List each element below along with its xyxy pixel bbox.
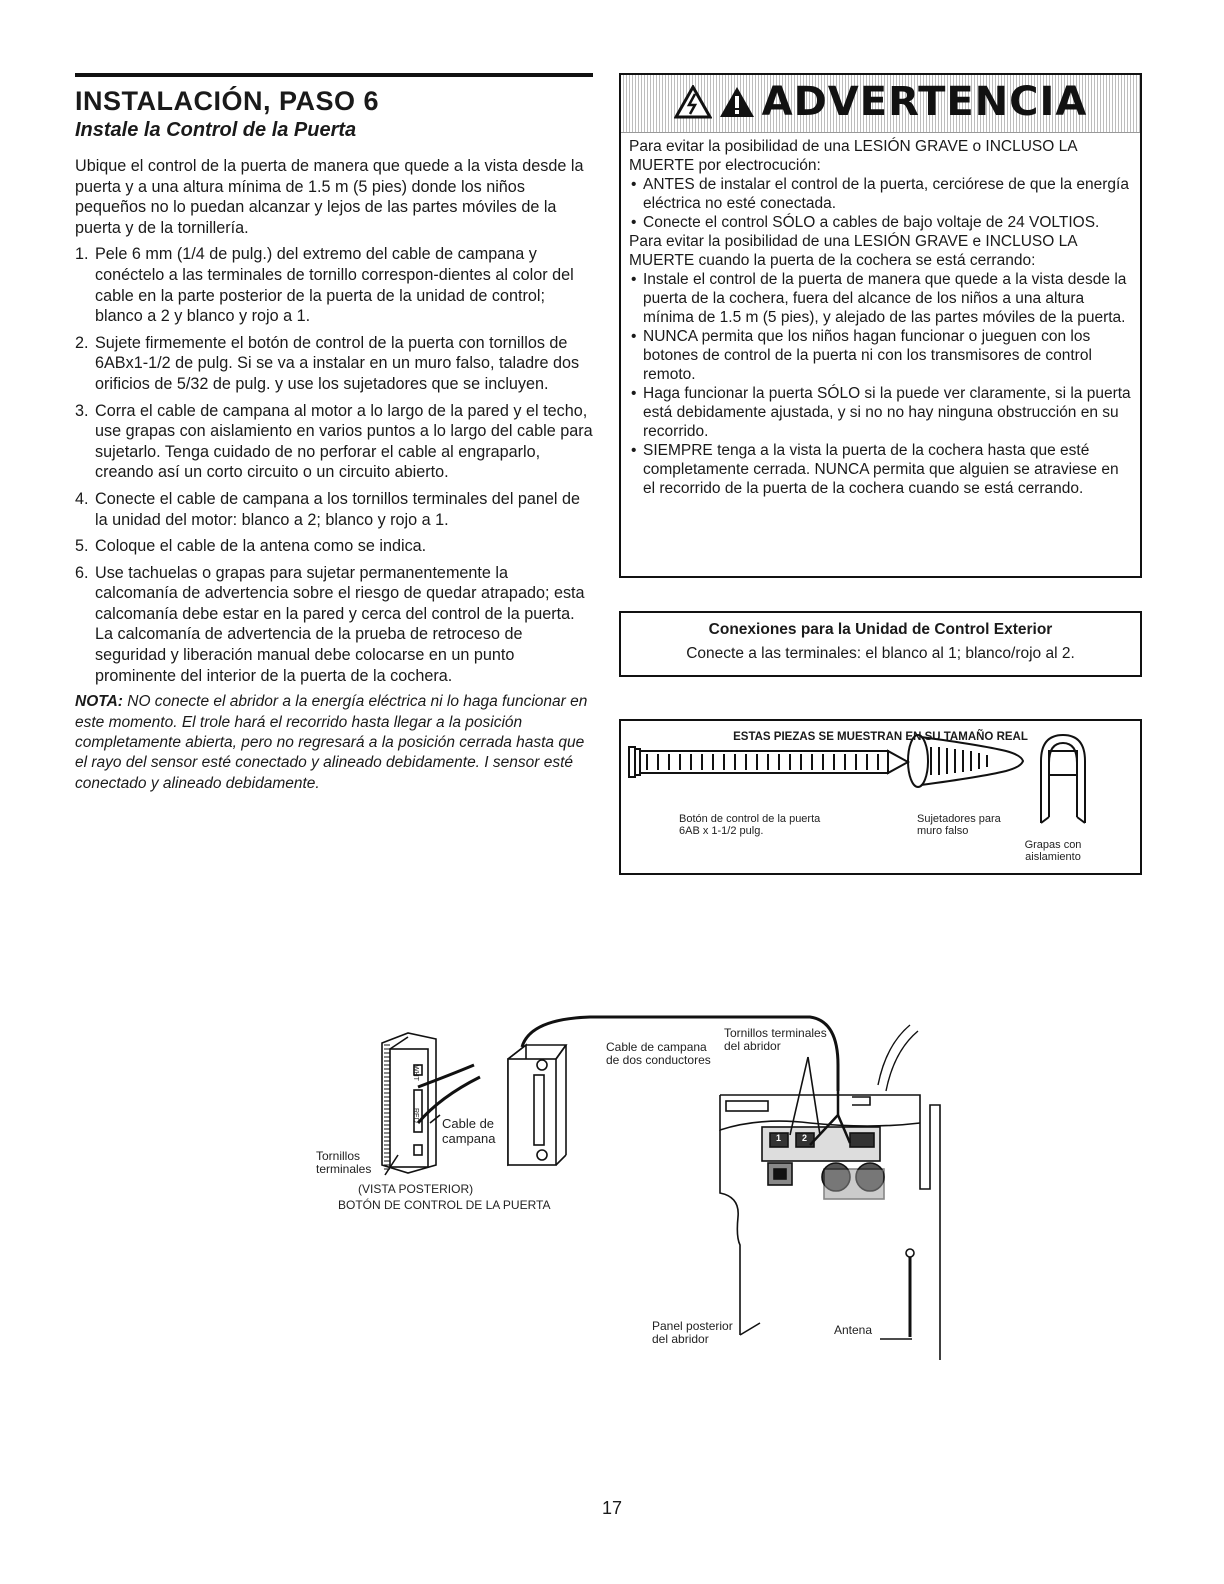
page-subtitle: Instale la Control de la Puerta — [75, 119, 357, 141]
label-line: del abridor — [652, 1332, 709, 1346]
connections-title: Conexiones para la Unidad de Control Exterior — [708, 621, 1053, 638]
warning-box — [619, 73, 1142, 578]
warning-title: ADVERTENCIA — [761, 79, 1088, 125]
electric-warning-icon — [674, 83, 712, 129]
page-title: INSTALACIÓN, PASO 6 — [75, 86, 380, 116]
step-text: Sujete firmemente el botón de control de la puerta con tornillos de 6ABx1-1/2 de pulg. Si se va a instalar en un muro falso, taladre dos orificios de 5/32 de pulg. y use los sujetadores que se incluyen. — [95, 333, 580, 393]
step-item — [75, 489, 595, 530]
label-line: Tornillos terminales — [724, 1026, 827, 1040]
opener-back-panel — [720, 1095, 940, 1360]
screw-label-line: Botón de control de la puerta — [679, 813, 821, 825]
outdoor-connections-box — [619, 611, 1142, 677]
intro-paragraph: Ubique el control de la puerta de manera que quede a la vista desde la puerta y a una altura mínima de 1.5 m (5 pies) donde los niños pequeños no lo puedan alcanzar y lejos de las partes móviles de la puerta y de la tornillería. — [75, 157, 584, 237]
page-number: 17 — [601, 1498, 623, 1518]
screw-label — [679, 813, 820, 837]
step-item — [75, 244, 595, 326]
bell-wire-label — [442, 1116, 495, 1146]
note-paragraph — [75, 692, 595, 794]
warning-list-item: • SIEMPRE tenga a la vista la puerta de la cochera hasta que esté completamente cerrada. NUNCA permita que alguien se atraviese en el recorrido de la puerta de la cochera cuando se está cerrando. — [629, 441, 1132, 498]
step-text: Use tachuelas o grapas para sujetar permanentemente la calcomanía de advertencia sobre el riesgo de quedar atrapado; esta calcomanía debe estar en la pared y cerca del control de la puerta. La calcomanía de advertencia de la prueba de retroceso de seguridad y liberación manual debe colocarse en un punto prominente del interior de la puerta de la cochera. — [95, 563, 585, 685]
top-rule — [75, 73, 593, 77]
label-line: del abridor — [724, 1039, 781, 1053]
label-line: campana — [442, 1131, 496, 1146]
warning-list — [629, 175, 1132, 232]
warning-list-item: • Instale el control de la puerta de manera que quede a la vista desde la puerta de la cochera, fuera del alcance de los niños a una altura mínima de 1.5 m (5 pies), y alejado de las partes móviles de la puerta. — [629, 270, 1132, 327]
wht-terminal-label: WHT — [412, 1065, 419, 1081]
parts-title: ESTAS PIEZAS SE MUESTRAN EN SU TAMAÑO REAL — [733, 731, 1028, 743]
terminal-1-label: 1 — [776, 1133, 782, 1143]
step-number: 1. — [75, 245, 89, 264]
warning-list-item: • ANTES de instalar el control de la puerta, cerciórese de que la energía eléctrica no esté conectada. — [629, 175, 1132, 213]
anchor-label-line: Sujetadores para — [917, 813, 1001, 825]
label-line: terminales — [316, 1162, 372, 1176]
note-label: NOTA: — [75, 693, 123, 711]
warning-paragraph: Para evitar la posibilidad de una LESIÓN GRAVE o INCLUSO LA MUERTE por electrocución: — [629, 138, 1077, 174]
connections-text: Conecte a las terminales: el blanco al 1; blanco/rojo al 2. — [686, 645, 1075, 662]
label-line: Tornillos — [316, 1149, 361, 1163]
terminal-2-label: 2 — [802, 1133, 808, 1143]
door-button-back-view — [382, 1033, 436, 1173]
insulated-staple-icon — [1041, 735, 1085, 823]
step-item — [75, 536, 595, 557]
anchor-label — [917, 813, 1001, 837]
warning-header — [621, 75, 1140, 133]
warning-list-item: • Haga funcionar la puerta SÓLO si la puede ver claramente, si la puerta está debidamente ajustada, y si no no hay ninguna obstrucción en su recorrido. — [629, 384, 1132, 441]
door-button-caption: BOTÓN DE CONTROL DE LA PUERTA — [338, 1198, 551, 1212]
actual-size-parts-box — [619, 719, 1142, 875]
red-terminal-label: RED — [412, 1108, 419, 1123]
step-text: Coloque el cable de la antena como se indica. — [95, 537, 427, 556]
note-text: NO conecte el abridor a la energía eléctrica ni lo haga funcionar en este momento. El trole hará el recorrido hasta llegar a la posición completamente abierta, pero no regresará a la posición cerrada hasta que el rayo del sensor esté conectado y alineado debidamente. I sensor esté conectado y alineado debidamente. — [75, 693, 588, 792]
wall-anchor-icon — [908, 735, 1023, 787]
label-line: de dos conductores — [606, 1053, 711, 1067]
screw-label-line: 6AB x 1-1/2 pulg. — [679, 825, 764, 837]
warning-paragraph: Para evitar la posibilidad de una LESIÓN GRAVE e INCLUSO LA MUERTE cuando la puerta de la cochera se está cerrando: — [629, 233, 1077, 269]
terminal-screws-label — [316, 1150, 371, 1176]
step-text: Conecte el cable de campana a los tornillos terminales del panel de la unidad del motor: blanco a 2; blanco y rojo a 1. — [95, 489, 581, 529]
staple-label — [1023, 839, 1083, 863]
step-item — [75, 333, 595, 395]
step-item — [75, 563, 595, 687]
warning-list — [629, 270, 1132, 498]
warning-title-row — [621, 79, 1140, 129]
staple-label-line: aislamiento — [1025, 851, 1081, 863]
opener-terminal-screws-label — [724, 1027, 827, 1053]
label-line: Panel posterior — [652, 1319, 733, 1333]
step-item — [75, 401, 595, 483]
rear-view-label: (VISTA POSTERIOR) — [358, 1182, 474, 1196]
label-line: Cable de campana — [606, 1040, 707, 1054]
anchor-label-line: muro falso — [917, 825, 969, 837]
warning-body — [621, 133, 1140, 498]
warning-list-item: • Conecte el control SÓLO a cables de bajo voltaje de 24 VOLTIOS. — [629, 213, 1132, 232]
steps-list — [75, 244, 595, 686]
step-number: 4. — [75, 489, 89, 508]
step-number: 3. — [75, 401, 89, 420]
step-number: 2. — [75, 333, 89, 352]
step-number: 6. — [75, 563, 89, 582]
staple-label-line: Grapas con — [1024, 839, 1082, 851]
label-line: Cable de — [442, 1116, 495, 1131]
exclamation-warning-icon — [718, 83, 756, 129]
step-text: Corra el cable de campana al motor a lo largo de la pared y el techo, use grapas con aislamiento en varios puntos a lo largo del cable para sujetarlo. Tenga cuidado de no perforar el cable al engraparlo, creando así un corto circuito o un circuito abierto. — [95, 401, 593, 482]
two-conductor-wire-label — [606, 1041, 711, 1067]
installation-step-section — [75, 73, 595, 794]
step-number: 5. — [75, 537, 89, 556]
step-text: Pele 6 mm (1/4 de pulg.) del extremo del cable de campana y conéctelo a las terminales de tornillo correspon-dientes al color del cable en la parte posterior de la puerta de la unidad de control; blanco a 2 y blanco y rojo a 1. — [95, 245, 574, 326]
antenna-label: Antena — [834, 1323, 873, 1337]
opener-back-panel-label — [652, 1320, 733, 1346]
door-button-front — [508, 1045, 566, 1165]
warning-list-item: • NUNCA permita que los niños hagan funcionar o jueguen con los botones de control de la puerta ni con los transmisores de control remoto. — [629, 327, 1132, 384]
